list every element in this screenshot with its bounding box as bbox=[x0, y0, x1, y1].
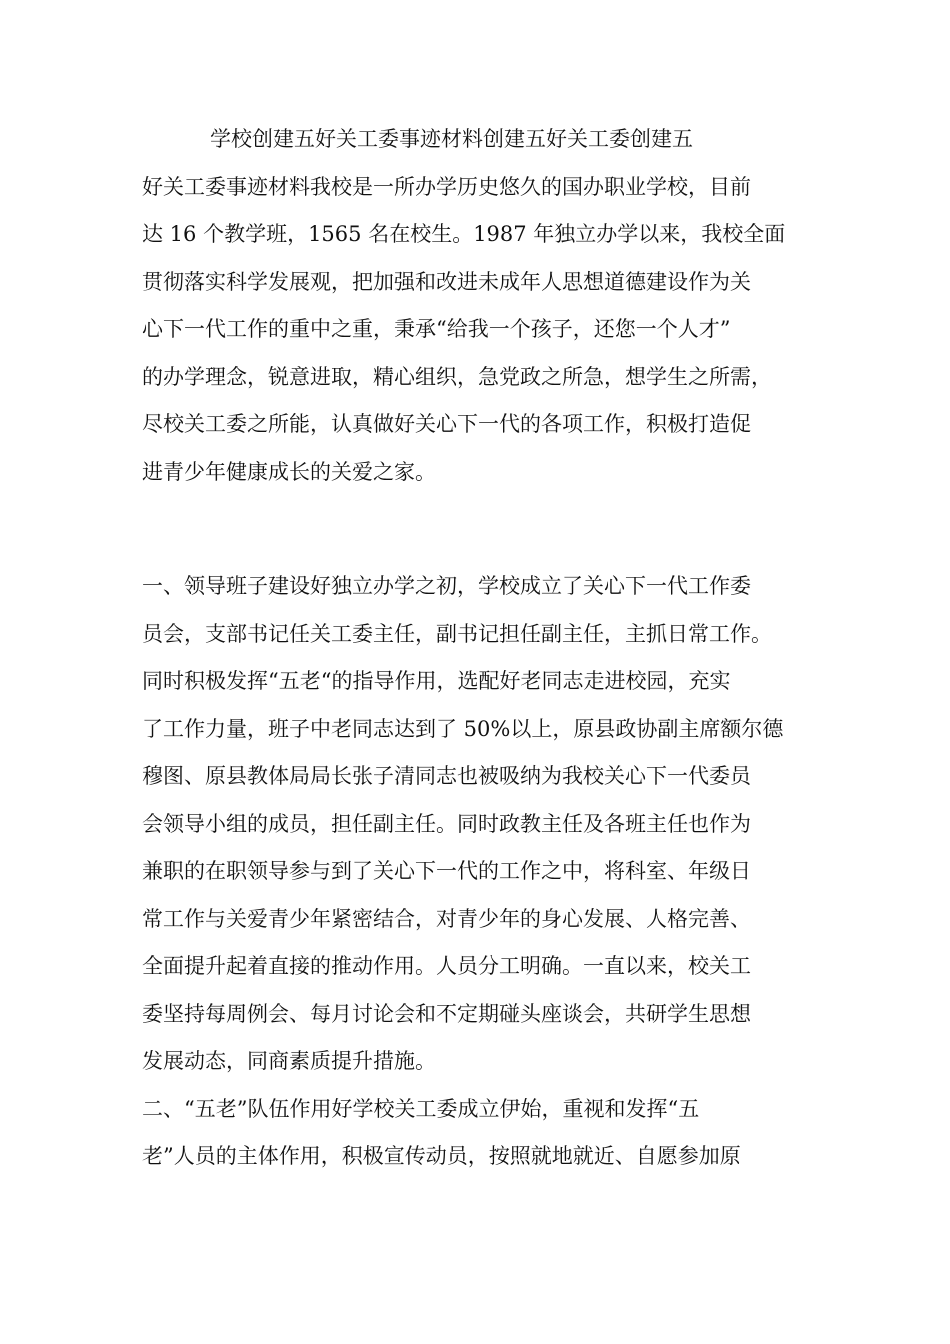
text-line: 达 16 个教学班，1565 名在校生。1987 年独立办学以来，我校全面 bbox=[142, 222, 786, 246]
text-line: 老”人员的主体作用，积极宣传动员，按照就地就近、自愿参加原 bbox=[142, 1144, 741, 1168]
text-line: 同时积极发挥“五老“的指导作用，选配好老同志走进校园，充实 bbox=[142, 669, 731, 693]
text-line: 穆图、原县教体局局长张子清同志也被吸纳为我校关心下一代委员 bbox=[142, 764, 751, 788]
text-line: 发展动态，同商素质提升措施。 bbox=[142, 1049, 436, 1073]
intro-paragraph bbox=[142, 116, 822, 496]
text-line: 会领导小组的成员，担任副主任。同时政教主任及各班主任也作为 bbox=[142, 811, 751, 836]
text-line: 了工作力量，班子中老同志达到了 50%以上，原县政协副主席额尔德 bbox=[142, 716, 784, 741]
text-line: 常工作与关爱青少年紧密结合，对青少年的身心发展、人格完善、 bbox=[142, 906, 751, 931]
text-line: 学校创建五好关工委事迹材料创建五好关工委创建五 bbox=[210, 127, 693, 151]
text-line: 二、“五老”队伍作用好学校关工委成立伊始，重视和发挥“五 bbox=[142, 1096, 700, 1121]
text-line: 委坚持每周例会、每月讨论会和不定期碰头座谈会，共研学生思想 bbox=[142, 1001, 751, 1026]
text-line: 进青少年健康成长的关爱之家。 bbox=[142, 459, 436, 484]
text-line: 好关工委事迹材料我校是一所办学历史悠久的国办职业学校，目前 bbox=[142, 174, 751, 199]
text-line: 兼职的在职领导参与到了关心下一代的工作之中，将科室、年级日 bbox=[142, 859, 751, 883]
text-line: 贯彻落实科学发展观，把加强和改进未成年人思想道德建设作为关 bbox=[142, 269, 751, 294]
text-line: 的办学理念，锐意进取，精心组织，急党政之所急，想学生之所需， bbox=[142, 364, 772, 389]
text-line: 心下一代工作的重中之重，秉承“给我一个孩子，还您一个人才” bbox=[142, 317, 731, 341]
text-line: 一、领导班子建设好独立办学之初，学校成立了关心下一代工作委 bbox=[142, 574, 751, 598]
text-line: 尽校关工委之所能，认真做好关心下一代的各项工作，积极打造促 bbox=[142, 412, 751, 436]
text-line: 全面提升起着直接的推动作用。人员分工明确。一直以来，校关工 bbox=[142, 954, 751, 978]
section-1-leadership bbox=[142, 563, 822, 1181]
text-line: 员会，支部书记任关工委主任，副书记担任副主任，主抓日常工作。 bbox=[142, 621, 772, 646]
